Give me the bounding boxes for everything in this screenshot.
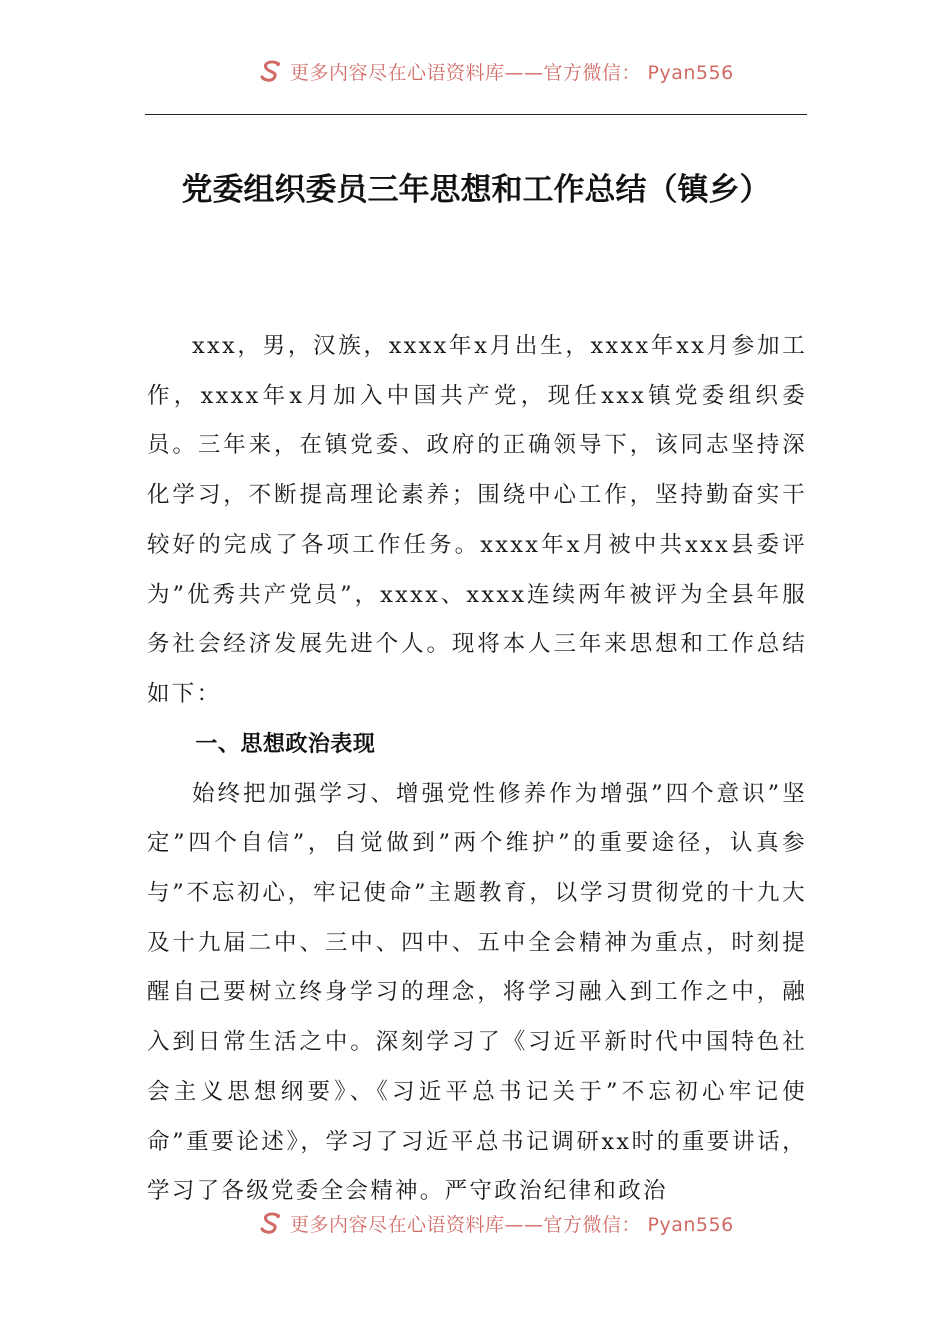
document-body — [147, 322, 807, 1217]
header-divider — [145, 114, 807, 115]
watermark-text: 更多内容尽在心语资料库——官方微信： Pyan556 — [290, 61, 734, 84]
document-title: 党委组织委员三年思想和工作总结（镇乡） — [181, 172, 771, 208]
header-watermark — [258, 56, 778, 86]
intro-paragraph: xxx，男，汉族，xxxx年x月出生，xxxx年xx月参加工作，xxxx年x月加入中国共产党，现任xxx镇党委组织委员。三年来，在镇党委、政府的正确领导下，该同志坚持深化学习，不断提高理论素养；围绕中心工作，坚持勤奋实干较好的完成了各项工作任务。xxxx年x月被中共xxx县委评为”优秀共产党员”，xxxx、xxxx连续两年被评为全县年服务社会经济发展先进个人。现将本人三年来思想和工作总结如下： — [147, 333, 807, 707]
section-1-paragraph: 始终把加强学习、增强党性修养作为增强”四个意识”坚定”四个自信”，自觉做到”两个维护”的重要途径，认真参与”不忘初心，牢记使命”主题教育，以学习贯彻党的十九大及十九届二中、三中、四中、五中全会精神为重点，时刻提醒自己要树立终身学习的理念，将学习融入到工作之中，融入到日常生活之中。深刻学习了《习近平新时代中国特色社会主义思想纲要》、《习近平总书记关于”不忘初心牢记使命”重要论述》，学习了习近平总书记调研xx时的重要讲话，学习了各级党委全会精神。严守政治纪律和政治 — [147, 780, 807, 1205]
stylized-s-logo-icon — [258, 58, 284, 84]
footer-watermark — [258, 1208, 778, 1238]
section-heading-1: 一、思想政治表现 — [195, 731, 376, 757]
stylized-s-logo-icon — [258, 1210, 284, 1236]
watermark-text: 更多内容尽在心语资料库——官方微信： Pyan556 — [290, 1213, 734, 1236]
